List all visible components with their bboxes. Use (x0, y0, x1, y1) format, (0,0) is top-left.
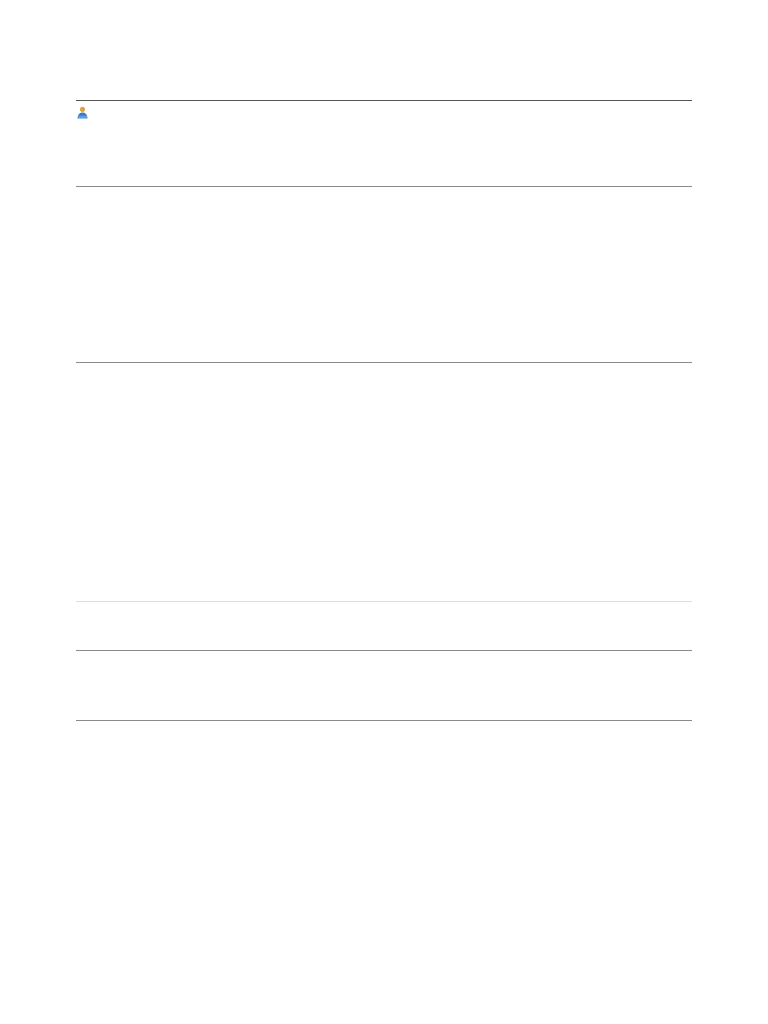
title-divider (76, 100, 692, 101)
subsection-divider (76, 720, 692, 721)
source-link[interactable] (76, 106, 95, 119)
person-icon (76, 106, 89, 119)
section-divider (76, 650, 692, 651)
section-divider (76, 362, 692, 363)
section-divider (76, 186, 692, 187)
section-separator (76, 601, 692, 602)
